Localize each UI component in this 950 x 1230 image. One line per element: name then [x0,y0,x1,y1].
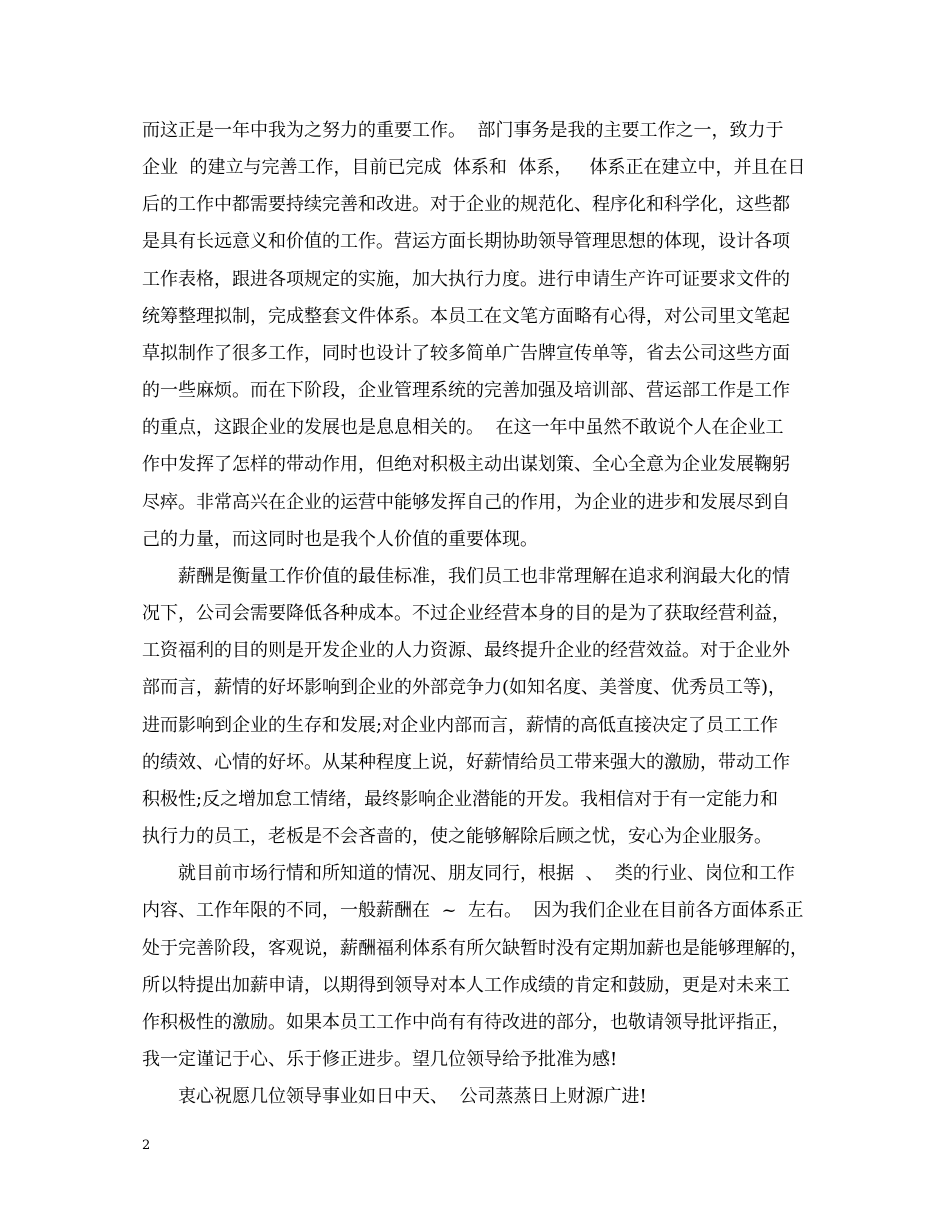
text-line: 所以特提出加薪申请，以期得到领导对本人工作成绩的肯定和鼓励，更是对未来工 [142,975,790,996]
text-line: 后的工作中都需要持续完善和改进。对于企业的规范化、程序化和科学化，这些都 [142,194,790,215]
page-number: 2 [142,1138,151,1153]
text-line: 进而影响到企业的生存和发展;对企业内部而言，薪情的高低直接决定了员工工作 [142,715,779,736]
text-line: 部而言，薪情的好坏影响到企业的外部竞争力(如知名度、美誉度、优秀员工等)， [142,677,787,698]
text-line: 处于完善阶段，客观说，薪酬福利体系有所欠缺暂时没有定期加薪也是能够理解的， [142,938,808,959]
paragraph-start-line: 衷心祝愿几位领导事业如日中天、 公司蒸蒸日上财源广进! [178,1086,647,1107]
text-line: 统筹整理拟制，完成整套文件体系。本员工在文笔方面略有心得，对公司里文笔起 [142,306,790,327]
text-line: 尽瘁。非常高兴在企业的运营中能够发挥自己的作用，为企业的进步和发展尽到自 [142,492,790,513]
text-line: 企业 的建立与完善工作，目前已完成 体系和 体系， 体系正在建立中，并且在日 [142,157,806,178]
text-line: 作积极性的激励。如果本员工工作中尚有有待改进的部分，也敬请领导批评指正， [142,1012,790,1033]
text-line: 况下，公司会需要降低各种成本。不过企业经营本身的目的是为了获取经营利益， [142,603,790,624]
text-line: 而这正是一年中我为之努力的重要工作。 部门事务是我的主要工作之一，致力于 [142,120,784,141]
paragraph-start-line: 就目前市场行情和所知道的情况、朋友同行，根据 、 类的行业、岗位和工作 [178,863,795,884]
text-line: 作中发挥了怎样的带动作用，但绝对积极主动出谋划策、全心全意为企业发展鞠躬 [142,454,790,475]
text-line: 是具有长远意义和价值的工作。营运方面长期协助领导管理思想的体现，设计各项 [142,231,790,252]
text-line: 我一定谨记于心、乐于修正进步。望几位领导给予批准为感! [142,1049,618,1070]
text-line: 内容、工作年限的不同，一般薪酬在 ~ 左右。 因为我们企业在目前各方面体系正 [142,900,804,921]
text-line: 的重点，这跟企业的发展也是息息相关的。 在这一年中虽然不敢说个人在企业工 [142,417,784,438]
text-line: 的一些麻烦。而在下阶段，企业管理系统的完善加强及培训部、营运部工作是工作 [142,380,790,401]
text-line: 工资福利的目的则是开发企业的人力资源、最终提升企业的经营效益。对于企业外 [142,640,790,661]
text-line: 工作表格，跟进各项规定的实施，加大执行力度。进行申请生产许可证要求文件的 [142,269,790,290]
text-line: 己的力量，而这同时也是我个人价值的重要体现。 [142,529,538,550]
text-line: 的绩效、心情的好坏。从某种程度上说，好薪情给员工带来强大的激励，带动工作 [142,752,790,773]
paragraph-start-line: 薪酬是衡量工作价值的最佳标准，我们员工也非常理解在追求利润最大化的情 [178,566,790,587]
text-line: 草拟制作了很多工作，同时也设计了较多简单广告牌宣传单等，省去公司这些方面 [142,343,790,364]
text-line: 执行力的员工，老板是不会吝啬的，使之能够解除后顾之忧，安心为企业服务。 [142,826,772,847]
text-line: 积极性;反之增加怠工情绪，最终影响企业潜能的开发。我相信对于有一定能力和 [142,789,779,810]
